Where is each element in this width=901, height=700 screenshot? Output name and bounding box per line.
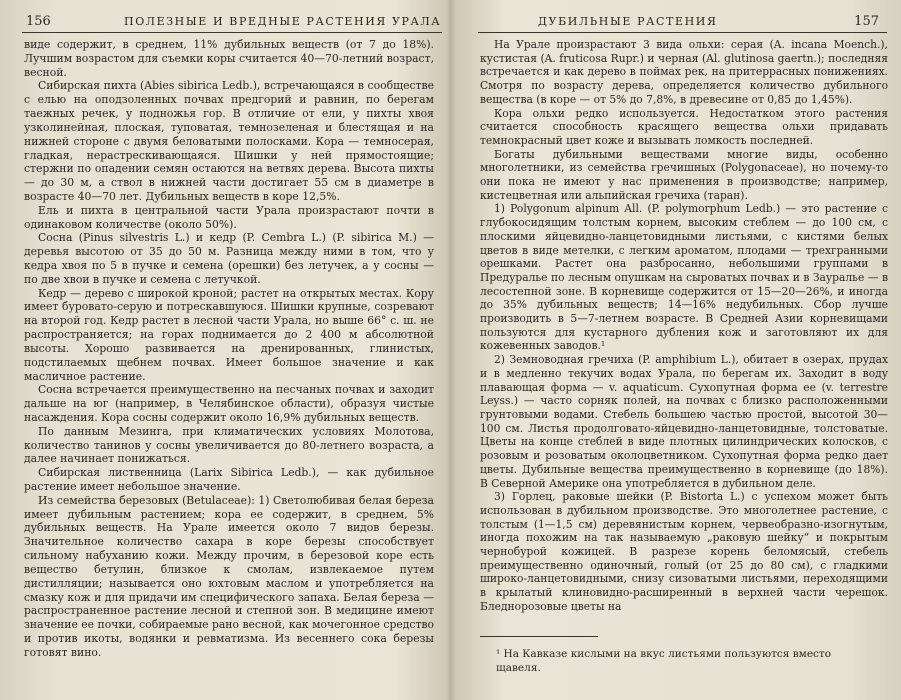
right-running-title: ДУБИЛЬНЫЕ РАСТЕНИЯ: [538, 15, 718, 28]
footnote: ¹ На Кавказе кислыми на вкус листьями пользуются вместо щавеля.: [496, 648, 832, 674]
paragraph: По данным Мезинга, при климатических условиях Молотова, количество танинов у сосны увеличивается до 80-летнего возраста, а далее начинает понижаться.: [24, 424, 434, 466]
left-page-body: [24, 38, 434, 660]
paragraph: 1) Polygonum alpinum All. (P. polymorphum Ledb.) — это растение с глубокосидящим толстым корнем, высоким стеблем — до 100 см, с плоскими яйцевидно-ланцетовидными листьями, с кистями белых цветов в виде метелки, с легким ароматом, плодами — трехгранными орешками. Растет она разбросанно, небольшими группами в Предуралье по лесным опушкам на сыроватых почвах и в Зауралье — в лесостепной зоне. В корневище содержится от 15—20—26%, и иногда до 35% дубильных веществ; 14—16% недубильных. Сбор лучше производить в 5—7-летнем возрасте. В Средней Азии корневищами пользуются для кустарного дубления кож и заготовляют их для кожевенных заводов.¹: [480, 202, 888, 353]
paragraph: Ель и пихта в центральной части Урала произрастают почти в одинаковом количестве (около 50%).: [24, 203, 434, 231]
paragraph: Сосна (Pinus silvestris L.) и кедр (P. Cembra L.) (P. sibirica M.) — деревья высотою от 35 до 50 м. Разница между ними в том, что у кедра хвоя по 5 в пучке и семена (орешки) без летучек, а у сосны — по две хвои в пучке и семена с летучкой.: [24, 231, 434, 286]
right-header-rule: [478, 32, 887, 33]
paragraph: 3) Горлец, раковые шейки (P. Bistorta L.) с успехом может быть использован в дубильном производстве. Это многолетнее растение, с толстым (1—1,5 см) деревянистым корнем, червеобразно-изогнутым, иногда похожим на так называемую „раковую шейку“ и покрытым чернобурой кожицей. В разрезе корень беломясый, стебель преимущественно одиночный, голый (от 25 до 80 см), с гладкими широко-ланцетовидными, снизу сизоватыми листьями, переходящими в крылатый клиновидно-расширенный в верхней части черешок. Бледнорозовые цветы на: [480, 490, 888, 613]
paragraph: На Урале произрастают 3 вида ольхи: серая (A. incana Moench.), кустистая (A. fruticosa Rupr.) и черная (Al. glutinosa gaertn.); последняя встречается и как дерево в поймах рек, на притеррасных понижениях. Смотря по возрасту дерева, определяется количество дубильного вещества (в коре — от 5% до 7,8%, в древесине от 0,85 до 1,45%).: [480, 38, 888, 106]
left-running-title: ПОЛЕЗНЫЕ И ВРЕДНЫЕ РАСТЕНИЯ УРАЛА: [124, 15, 442, 28]
left-page-number: 156: [26, 14, 51, 29]
right-page: [452, 0, 901, 700]
left-page-header: [26, 14, 440, 30]
paragraph: Сосна встречается преимущественно на песчаных почвах и заходит дальше на юг (например, в Челябинское области), образуя чистые насаждения. Кора сосны содержит около 16,9% дубильных веществ.: [24, 383, 434, 424]
footnote-rule: [480, 636, 598, 637]
right-page-body: [480, 38, 888, 614]
right-page-header: [480, 14, 887, 30]
right-page-number: 157: [854, 14, 879, 29]
left-header-rule: [22, 32, 442, 33]
paragraph: Кора ольхи редко используется. Недостатком этого растения считается способность красящего вещества ольхи придавать темнокрасный цвет коже и вызывать ломкость последней.: [480, 106, 888, 147]
paragraph: виде содержит, в среднем, 11% дубильных веществ (от 7 до 18%). Лучшим возрастом для съемки коры считается 40—70-летний возраст, весной.: [24, 38, 434, 79]
paragraph: Сибирская лиственница (Larix Sibirica Ledb.), — как дубильное растение имеет небольшое значение.: [24, 466, 434, 493]
paragraph: Богаты дубильными веществами многие виды, особенно многолетники, из семейства гречишных (Polygonaceae), но почему-то они пока не имеют у нас применения в производстве; например, кистецветная или альпийская гречиха (таран).: [480, 147, 888, 202]
paragraph: Кедр — дерево с широкой кроной; растет на открытых местах. Кору имеет буровато-серую и потрескавшуюся. Шишки крупные, созревают на второй год. Кедр растет в лесной части Урала, но выше 66° с. ш. не распространяется; на горах поднимается до 2 400 м абсолютной высоты. Хорошо развивается на дренированных, глинистых, подстилаемых щебнем почвах. Имеет большое значение и как масличное растение.: [24, 286, 434, 383]
paragraph: Сибирская пихта (Abies sibirica Ledb.), встречающаяся в сообществе с елью на оподзоленных почвах предгорий и равнин, по берегам таежных речек, у подножья гор. В отличие от ели, у пихты хвоя узколинейная, плоская, туповатая, темнозеленая и блестящая и на нижней стороне с двумя беловатыми полосками. Кора — темносерая, гладкая, нерастрескивающаяся. Шишки у ней прямостоящие; стержни по опадении семян остаются на ветвях дерева. Высота пихты — до 30 м, а ствол в нижней части достигает 55 см в диаметре в возрасте 40—70 лет. Дубильных веществ в коре 12,5%.: [24, 79, 434, 203]
paragraph: 2) Земноводная гречиха (P. amphibium L.), обитает в озерах, прудах и в медленно текучих водах Урала, по берегам их. Заходит в воду плавающая форма — v. aquaticum. Сухопутная форма ее (v. terrestre Leyss.) — часто сорняк полей, на почвах с близко расположенными грунтовыми водами. Стебель большею частью простой, высотой 30—100 см. Листья продолговато-яйцевидно-ланцетовидные, толстоватые. Цветы на конце стеблей в виде плотных цилиндрических колосков, с розовым и розоватым околоцветником. Сухопутная форма редко дает цветы. Дубильные вещества преимущественно в корневище (до 18%). В Северной Америке она употребляется в дубильном деле.: [480, 353, 888, 490]
paragraph: Из семейства березовых (Betulaceae): 1) Светолюбивая белая береза имеет дубильным растением; кора ее содержит, в среднем, 5% дубильных веществ. На Урале имеется около 7 видов березы. Значительное количество сахара в коре березы способствует сильному набуханию кожи. Между прочим, в березовой коре есть вещество бетулин, близкое к смолам, извлекаемое путем дистилляции; называется оно юхтовым маслом и употребляется на смазку кож и для придачи им специфического запаха. Белая береза — распространенное растение лесной и степной зон. В медицине имеют значение ее почки, собираемые рано весной, как мочегонное средство и против икоты, водянки и ревматизма. Из весеннего сока березы готовят вино.: [24, 493, 434, 659]
